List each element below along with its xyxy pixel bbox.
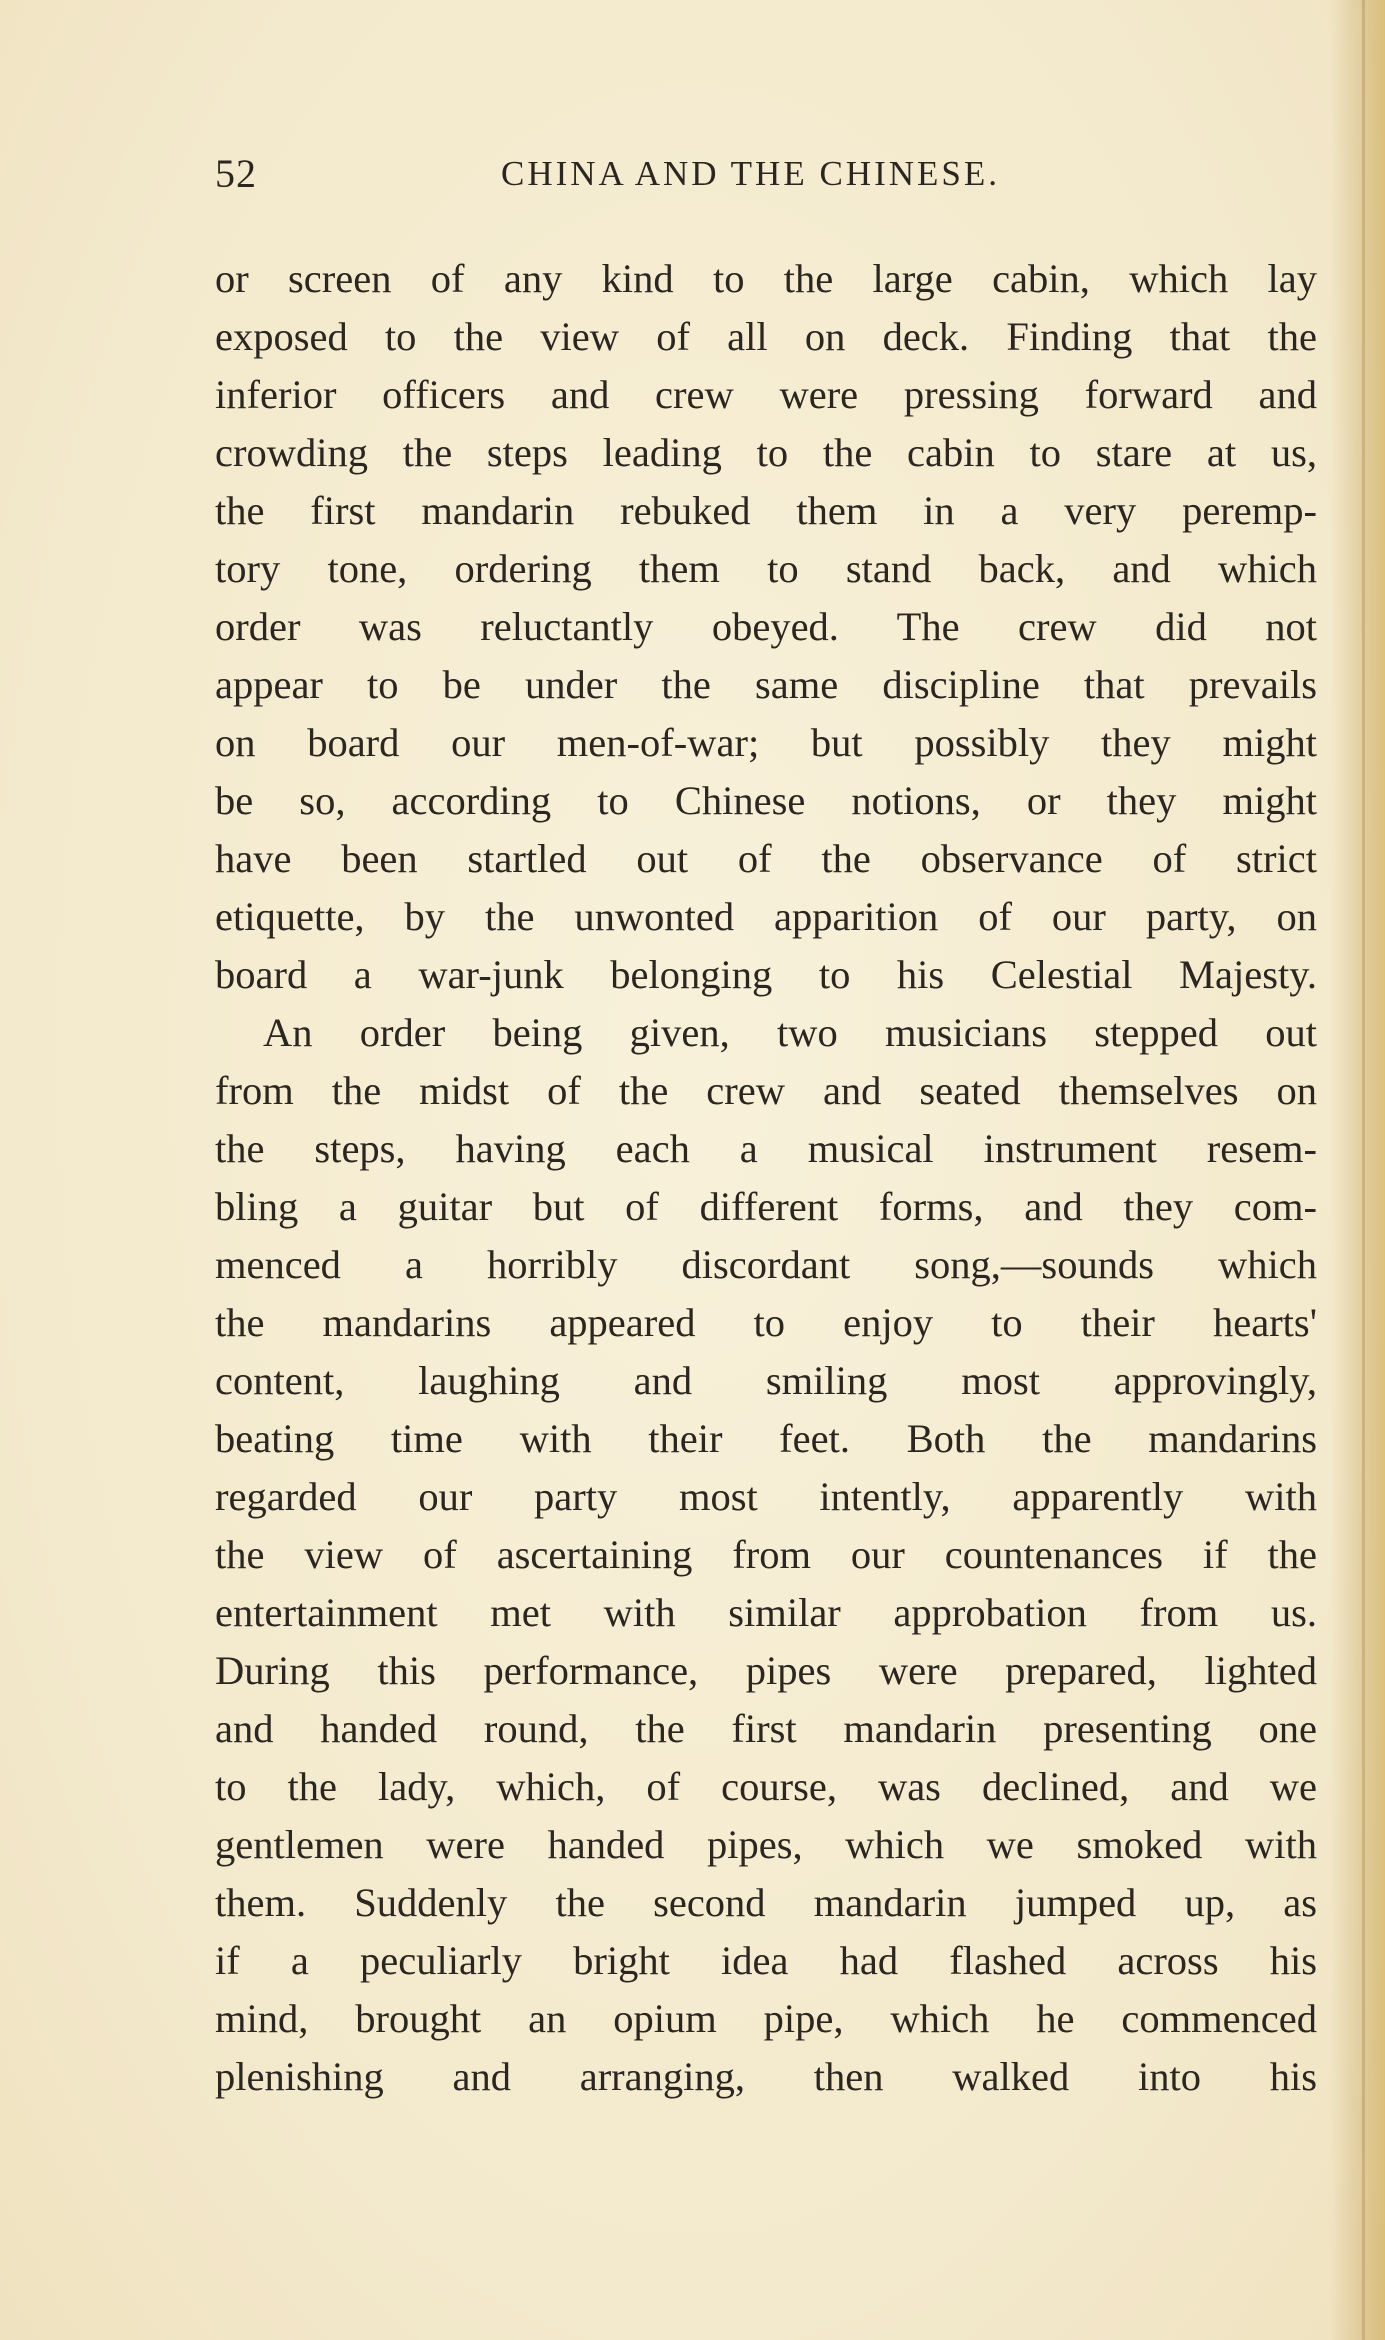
- text-line: and handed round, the first mandarin presenting one: [215, 1706, 1317, 1751]
- text-line: bling a guitar but of different forms, and they com-: [215, 1184, 1317, 1229]
- text-line: beating time with their feet. Both the mandarins: [215, 1416, 1317, 1461]
- text-line: regarded our party most intently, apparently with: [215, 1474, 1317, 1519]
- text-line: plenishing and arranging, then walked into his: [215, 2054, 1317, 2099]
- text-line: the steps, having each a musical instrument resem-: [215, 1126, 1317, 1171]
- running-header: [215, 150, 1320, 210]
- text-line: have been startled out of the observance of strict: [215, 836, 1317, 881]
- running-title: CHINA AND THE CHINESE.: [501, 154, 1000, 193]
- text-line: crowding the steps leading to the cabin to stare at us,: [215, 430, 1317, 475]
- text-line: the first mandarin rebuked them in a very peremp-: [215, 488, 1317, 533]
- page-number: 52: [215, 151, 257, 196]
- text-line: order was reluctantly obeyed. The crew did not: [215, 604, 1317, 649]
- text-line: appear to be under the same discipline that prevails: [215, 662, 1317, 707]
- text-line: entertainment met with similar approbation from us.: [215, 1590, 1317, 1635]
- text-line: them. Suddenly the second mandarin jumped up, as: [215, 1880, 1317, 1925]
- text-line: exposed to the view of all on deck. Finding that the: [215, 314, 1317, 359]
- text-line: menced a horribly discordant song,—sounds which: [215, 1242, 1317, 1287]
- text-line: During this performance, pipes were prepared, lighted: [215, 1648, 1317, 1693]
- paragraph-start-line: An order being given, two musicians stepped out: [263, 1010, 1317, 1055]
- text-line: content, laughing and smiling most approvingly,: [215, 1358, 1317, 1403]
- body-text: [215, 250, 1317, 2106]
- text-line: the mandarins appeared to enjoy to their hearts': [215, 1300, 1317, 1345]
- text-line: mind, brought an opium pipe, which he commenced: [215, 1996, 1317, 2041]
- text-line: inferior officers and crew were pressing forward and: [215, 372, 1317, 417]
- text-line: the view of ascertaining from our countenances if the: [215, 1532, 1317, 1577]
- text-line: to the lady, which, of course, was declined, and we: [215, 1764, 1317, 1809]
- page-edge-shadow: [1362, 0, 1365, 2340]
- text-line: from the midst of the crew and seated themselves on: [215, 1068, 1317, 1113]
- text-line: or screen of any kind to the large cabin, which lay: [215, 256, 1317, 301]
- text-line: on board our men-of-war; but possibly they might: [215, 720, 1317, 765]
- text-line: board a war-junk belonging to his Celestial Majesty.: [215, 952, 1317, 997]
- text-line: gentlemen were handed pipes, which we smoked with: [215, 1822, 1317, 1867]
- text-line: etiquette, by the unwonted apparition of our party, on: [215, 894, 1317, 939]
- text-line: be so, according to Chinese notions, or they might: [215, 778, 1317, 823]
- text-line: if a peculiarly bright idea had flashed across his: [215, 1938, 1317, 1983]
- text-line: tory tone, ordering them to stand back, and which: [215, 546, 1317, 591]
